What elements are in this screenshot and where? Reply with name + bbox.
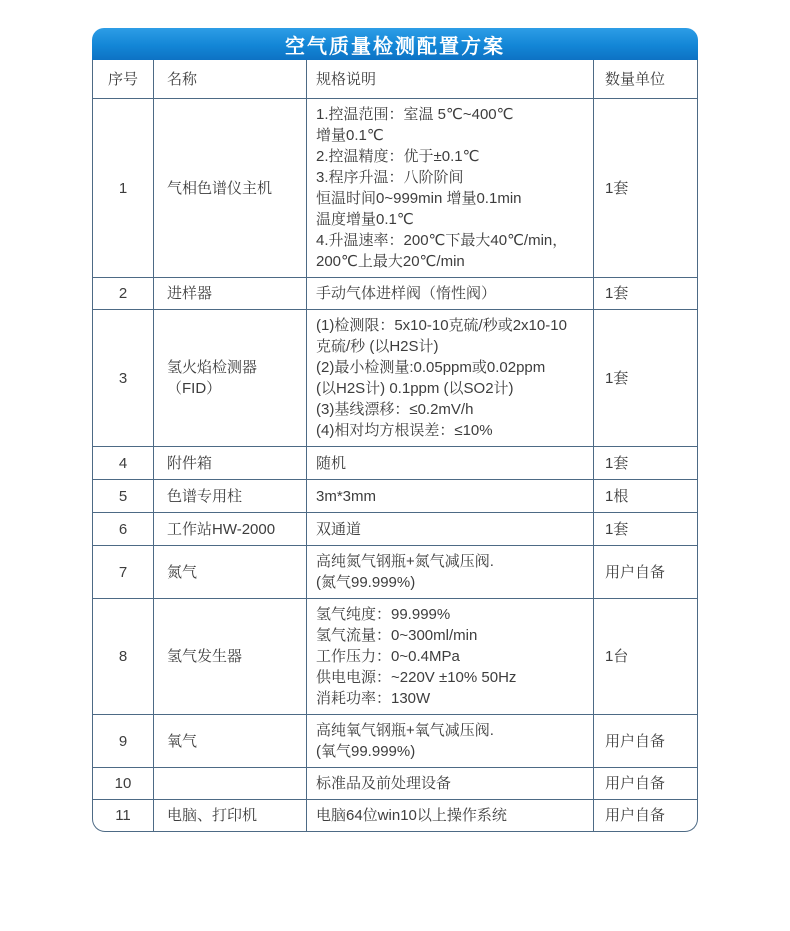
- spec-line: (氮气99.999%): [316, 574, 416, 591]
- column-header-no: 序号: [107, 70, 138, 88]
- spec-line: (氧气99.999%): [316, 743, 416, 760]
- row-number-cell: 6: [93, 512, 153, 545]
- spec-line: 3.程序升温：八阶阶间: [316, 169, 464, 186]
- spec-line: (以H2S计) 0.1ppm (以SO2计): [316, 380, 514, 397]
- item-qty-cell: 用户自备: [593, 714, 698, 767]
- spec-line: 恒温时间0~999min 增量0.1min: [316, 190, 522, 207]
- item-name-cell: 附件箱: [153, 446, 306, 479]
- spec-line: 200℃上最大20℃/min: [316, 253, 465, 270]
- item-name-cell: 气相色谱仪主机: [153, 98, 306, 277]
- spec-line: 高纯氧气钢瓶+氧气减压阀.: [316, 722, 494, 739]
- item-name-cell: 色谱专用柱: [153, 479, 306, 512]
- row-number-cell: 8: [93, 598, 153, 714]
- table-border-frame: [92, 60, 698, 832]
- item-spec-cell: [306, 799, 593, 831]
- spec-line: 高纯氮气钢瓶+氮气减压阀.: [316, 553, 494, 570]
- spec-line: 氢气流量：0~300ml/min: [316, 627, 478, 644]
- item-qty-cell: 用户自备: [593, 545, 698, 598]
- item-spec-cell: [306, 446, 593, 479]
- item-qty-cell: 1台: [593, 598, 698, 714]
- table-row: [93, 479, 698, 512]
- table-row: [93, 446, 698, 479]
- row-number-cell: 2: [93, 277, 153, 309]
- item-name-cell: [153, 767, 306, 799]
- column-header-qty: 数量单位: [593, 60, 698, 98]
- row-number-cell: 7: [93, 545, 153, 598]
- spec-line: 电脑64位win10以上操作系统: [316, 807, 507, 824]
- item-name-cell: 氮气: [153, 545, 306, 598]
- spec-line: 氢气纯度：99.999%: [316, 606, 451, 623]
- row-number-cell: 5: [93, 479, 153, 512]
- table-row: [93, 767, 698, 799]
- table-title-bar: [92, 28, 698, 60]
- spec-line: 工作压力：0~0.4MPa: [316, 648, 460, 665]
- spec-line: 4.升温速率：200℃下最大40℃/min，: [316, 232, 568, 249]
- item-name-cell: 氢气发生器: [153, 598, 306, 714]
- item-name-cell: 工作站HW-2000: [153, 512, 306, 545]
- item-qty-cell: 1套: [593, 277, 698, 309]
- spec-line: 3m*3mm: [316, 487, 377, 505]
- column-header-name: 名称: [153, 60, 306, 98]
- table-row: [93, 512, 698, 545]
- item-qty-cell: 1套: [593, 309, 698, 446]
- row-number-cell: 3: [93, 309, 153, 446]
- item-spec-cell: [306, 545, 593, 598]
- item-qty-cell: 用户自备: [593, 767, 698, 799]
- config-table: [93, 60, 698, 831]
- item-spec-cell: [306, 479, 593, 512]
- item-name-cell: 电脑、打印机: [153, 799, 306, 831]
- item-name-cell: 进样器: [153, 277, 306, 309]
- item-name-cell: 氧气: [153, 714, 306, 767]
- item-spec-cell: [306, 512, 593, 545]
- spec-line: 1.控温范围：室温 5℃~400℃: [316, 106, 514, 123]
- table-row: [93, 277, 698, 309]
- spec-line: (2)最小检测量:0.05ppm或0.02ppm: [316, 359, 546, 376]
- config-table-panel: [92, 28, 698, 832]
- config-table-body: [93, 98, 698, 831]
- table-row: [93, 309, 698, 446]
- row-number-cell: 10: [93, 767, 153, 799]
- row-number-cell: 11: [93, 799, 153, 831]
- spec-line: 手动气体进样阀（惰性阀）: [316, 285, 497, 302]
- spec-line: (1)检测限：5x10-10克硫/秒或2x10-10: [316, 317, 567, 334]
- item-spec-cell: [306, 98, 593, 277]
- item-qty-cell: 1套: [593, 512, 698, 545]
- item-qty-cell: 用户自备: [593, 799, 698, 831]
- spec-line: 温度增量0.1℃: [316, 211, 414, 228]
- spec-line: 双通道: [316, 520, 362, 538]
- item-spec-cell: [306, 277, 593, 309]
- table-row: [93, 799, 698, 831]
- table-row: [93, 98, 698, 277]
- column-header-spec: 规格说明: [306, 60, 593, 98]
- page: [0, 28, 790, 931]
- page-title: 空气质量检测配置方案: [285, 35, 505, 58]
- spec-line: 克硫/秒 (以H2S计): [316, 338, 439, 355]
- spec-line: 增量0.1℃: [316, 127, 384, 144]
- spec-line: (3)基线漂移：≤0.2mV/h: [316, 401, 474, 418]
- item-qty-cell: 1根: [593, 479, 698, 512]
- item-name-cell: 氢火焰检测器（FID）: [153, 309, 306, 446]
- spec-line: 消耗功率：130W: [316, 690, 431, 707]
- spec-line: 随机: [316, 454, 347, 472]
- spec-line: 供电电源：~220V ±10% 50Hz: [316, 669, 517, 686]
- table-header-row: [93, 60, 698, 98]
- table-row: [93, 598, 698, 714]
- item-spec-cell: [306, 767, 593, 799]
- item-spec-cell: [306, 714, 593, 767]
- table-row: [93, 545, 698, 598]
- table-row: [93, 714, 698, 767]
- row-number-cell: 4: [93, 446, 153, 479]
- row-number-cell: 9: [93, 714, 153, 767]
- spec-line: (4)相对均方根误差：≤10%: [316, 422, 493, 439]
- item-qty-cell: 1套: [593, 98, 698, 277]
- item-spec-cell: [306, 309, 593, 446]
- item-qty-cell: 1套: [593, 446, 698, 479]
- item-spec-cell: [306, 598, 593, 714]
- spec-line: 标准品及前处理设备: [316, 775, 452, 792]
- row-number-cell: 1: [93, 98, 153, 277]
- spec-line: 2.控温精度：优于±0.1℃: [316, 148, 480, 165]
